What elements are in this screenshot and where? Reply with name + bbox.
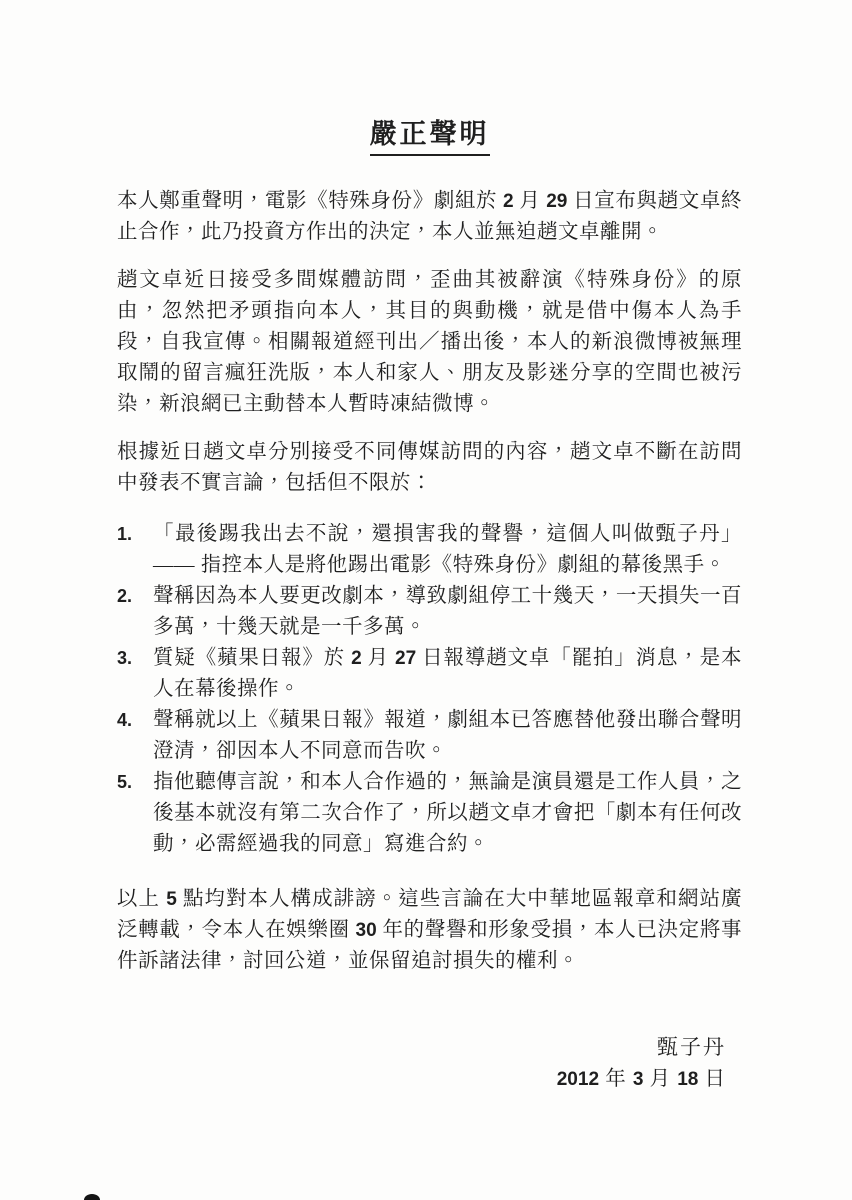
paragraph-background: 趙文卓近日接受多間媒體訪問，歪曲其被辭演《特殊身份》的原由，忽然把矛頭指向本人，其目的與動機，就是借中傷本人為手段，自我宣傳。相關報道經刊出／播出後，本人的新浪微博被無理取鬧的留言瘋狂洗版，本人和家人、朋友及影迷分享的空間也被污染，新浪網已主動替本人暫時凍結微博。 [117, 269, 742, 415]
list-item-number: 5. [117, 772, 133, 792]
paragraph-closing: 以上 5 點均對本人構成誹謗。這些言論在大中華地區報章和網站廣泛轉載，令本人在娛樂圈 30 年的聲譽和形象受損，本人已決定將事件訴諸法律，討回公道，並保留追討損失的權利。 [117, 888, 743, 972]
list-item [117, 581, 742, 643]
list-item [117, 643, 742, 705]
scan-smudge-artifact [84, 1194, 100, 1200]
allegation-list [117, 519, 742, 860]
list-item-text: 聲稱就以上《蘋果日報》報道，劇組本已答應替他發出聯合聲明澄清，卻因本人不同意而告吹。 [153, 709, 742, 762]
list-item-number: 2. [117, 586, 133, 606]
list-item-text: 指他聽傳言說，和本人合作過的，無論是演員還是工作人員，之後基本就沒有第二次合作了，所以趙文卓才會把「劇本有任何改動，必需經過我的同意」寫進合約。 [153, 771, 742, 855]
list-item-text: 聲稱因為本人要更改劇本，導致劇組停工十幾天，一天損失一百多萬，十幾天就是一千多萬。 [153, 585, 742, 638]
list-item [117, 705, 742, 767]
list-item [117, 767, 742, 860]
paragraph-list-intro: 根據近日趙文卓分別接受不同傳媒訪問的內容，趙文卓不斷在訪問中發表不實言論，包括但不限於： [117, 441, 742, 494]
list-item-number: 1. [117, 524, 133, 544]
title-row [117, 112, 742, 156]
list-item-number: 3. [117, 648, 133, 668]
list-item [117, 519, 742, 581]
list-item-number: 4. [117, 710, 133, 730]
document-title: 嚴正聲明 [370, 112, 490, 156]
paragraph-declaration: 本人鄭重聲明，電影《特殊身份》劇組於 2 月 29 日宣布與趙文卓終止合作，此乃投資方作出的決定，本人並無迫趙文卓離開。 [117, 190, 743, 243]
list-item-text: 「最後踢我出去不說，還損害我的聲譽，這個人叫做甄子丹」—— 指控本人是將他踢出電影《特殊身份》劇組的幕後黑手。 [153, 523, 742, 576]
signature-date: 2012 年 3 月 18 日 [556, 1068, 726, 1090]
list-item-text: 質疑《蘋果日報》於 2 月 27 日報導趙文卓「罷拍」消息，是本人在幕後操作。 [153, 647, 743, 700]
signature-block [117, 1031, 742, 1096]
signature-name: 甄子丹 [657, 1035, 726, 1059]
